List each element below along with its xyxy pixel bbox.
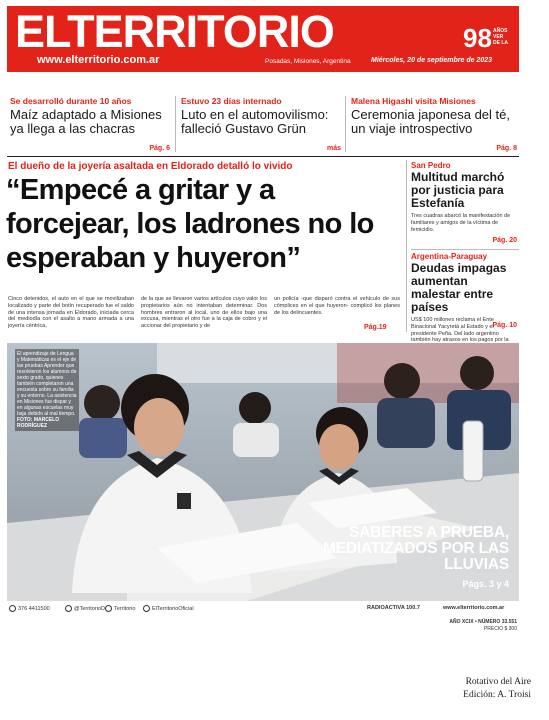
teaser-title[interactable]: Luto en el automovilismo: falleció Gustavo Grün <box>181 107 329 136</box>
footer-twitter[interactable] <box>65 605 105 612</box>
credit-line-1: Rotativo del Aire <box>465 677 531 687</box>
side-story-title[interactable]: Multitud marchó por justicia para Estefanía <box>411 170 505 210</box>
photo-caption <box>15 349 79 431</box>
side-story-title[interactable]: Deudas impagas aumentan malestar entre países <box>411 261 507 314</box>
footer-radio[interactable]: RADIOACTIVA 100.7 <box>367 605 420 611</box>
issue-number: AÑO XCIX • NÚMERO 33.551 <box>449 619 517 625</box>
footer-website[interactable]: www.elterritorio.com.ar <box>443 605 505 611</box>
footer-instagram[interactable] <box>143 605 194 612</box>
footer-instagram-text: ElTerritorioOficial <box>152 605 194 612</box>
teaser-maiz[interactable] <box>10 96 170 152</box>
main-story-page: Pág.19 <box>364 324 387 331</box>
section-divider <box>7 156 519 157</box>
footer-bar <box>7 604 519 616</box>
anniversary-badge <box>463 24 511 54</box>
main-story-body <box>8 296 400 330</box>
teaser-page: Pág. 8 <box>496 145 517 152</box>
teaser-ceremonia[interactable] <box>351 96 517 152</box>
masthead <box>7 6 519 72</box>
teaser-divider <box>345 96 346 152</box>
footer-facebook[interactable] <box>105 605 135 612</box>
side-story-body: US$ 100 millones reclama el Ente Binacional Yacyretá al Estado y el presidente Peña. Del lado argentino también hay atrasos en los pagos por la <box>411 317 509 344</box>
footer-phone[interactable] <box>9 605 50 612</box>
side-story-page: Pág. 20 <box>492 237 517 244</box>
teaser-kicker: Se desarrolló durante 10 años <box>10 96 132 106</box>
newspaper-logo[interactable]: ELTERRITORIO <box>15 6 334 57</box>
photo-pages: Págs. 3 y 4 <box>462 579 509 589</box>
column-divider <box>406 160 407 332</box>
main-story-headline[interactable]: “Empecé a gritar y a forcejear, los ladrones no lo esperaban y huyeron” <box>6 174 374 274</box>
photo-caption-text: El aprendizaje de Lengua y Matemáticas es el eje de las pruebas Aprender que resolvieron los alumnos de sexto grado, quienes también completaron una encuesta sobre su familia y su entorno. La asistencia en Misiones fue dispar y en algunas escuelas muy baja debido al mal tiempo. <box>17 351 77 417</box>
side-story-kicker: Argentina-Paraguay <box>411 252 488 261</box>
credit-line-2: Edición: A. Troisi <box>463 690 531 700</box>
side-story-argentina-paraguay[interactable] <box>411 252 519 344</box>
main-story-kicker: El dueño de la joyería asaltada en Eldorado detalló lo vivido <box>8 161 293 172</box>
teaser-automovilismo[interactable] <box>181 96 341 152</box>
side-story-body: Tres cuadras abarcó la manifestación de familiares y amigos de la víctima de femicidio. <box>411 213 511 233</box>
teaser-divider <box>175 96 176 152</box>
lead-photo[interactable] <box>7 343 519 601</box>
footer-facebook-text: Territorio <box>114 605 136 612</box>
main-story-column: de la que se llevaron varios artículos cuyo valor los propietarios aún no intentaban determinar. Dos hombres entraron al local, uno de ellos bajo una excusa, mientras el otro fue a la caja de cobro y el accionar del propietario y de <box>141 296 267 330</box>
main-story-column: un policía -que disparó contra el vehículo de sus cómplices en el que huyeron- complicó los planes de los delincuentes. <box>274 296 400 316</box>
photo-headline[interactable]: SABERES A PRUEBA, MEDIATIZADOS POR LAS LLUVIAS <box>322 524 509 573</box>
facebook-icon <box>105 605 112 612</box>
footer-twitter-text: @TerritorioD <box>74 605 105 612</box>
edition-info <box>449 619 517 632</box>
masthead-date: Miércoles, 20 de septiembre de 2023 <box>371 57 493 64</box>
anniversary-text: AÑOS VER DE LA <box>493 28 508 46</box>
side-story-san-pedro[interactable] <box>411 161 519 247</box>
footer-phone-text: 376 4411500 <box>18 605 50 612</box>
masthead-location: Posadas, Misiones, Argentina <box>265 58 351 65</box>
credit-block <box>463 676 531 702</box>
instagram-icon <box>143 605 150 612</box>
teaser-page: más <box>326 145 341 152</box>
teaser-kicker: Malena Higashi visita Misiones <box>351 96 476 106</box>
twitter-icon <box>65 605 72 612</box>
price: PRECIO $ 300 <box>483 625 517 632</box>
masthead-website[interactable]: www.elterritorio.com.ar <box>37 54 160 66</box>
anniversary-number: 98 <box>463 23 492 53</box>
main-story-column: Cinco detenidos, el auto en el que se movilizaban localizado y parte del botín recuperado fue el saldo de una intensa jornada en Eldorado, iniciada cerca del mediodía con el asalto a mano armada a una joyería céntrica, <box>8 296 134 330</box>
teaser-page: Pág. 6 <box>149 145 170 152</box>
side-divider <box>411 249 519 250</box>
side-story-kicker: San Pedro <box>411 161 451 170</box>
teaser-title[interactable]: Maíz adaptado a Misiones ya llega a las chacras <box>10 107 162 136</box>
teaser-title[interactable]: Ceremonia japonesa del té, un viaje introspectivo <box>351 107 510 136</box>
whatsapp-icon <box>9 605 16 612</box>
photo-caption-credit: FOTO: MARCELO RODRÍGUEZ <box>17 417 60 429</box>
side-story-page: Pág. 10 <box>492 322 517 329</box>
teaser-kicker: Estuvo 23 días internado <box>181 96 282 106</box>
